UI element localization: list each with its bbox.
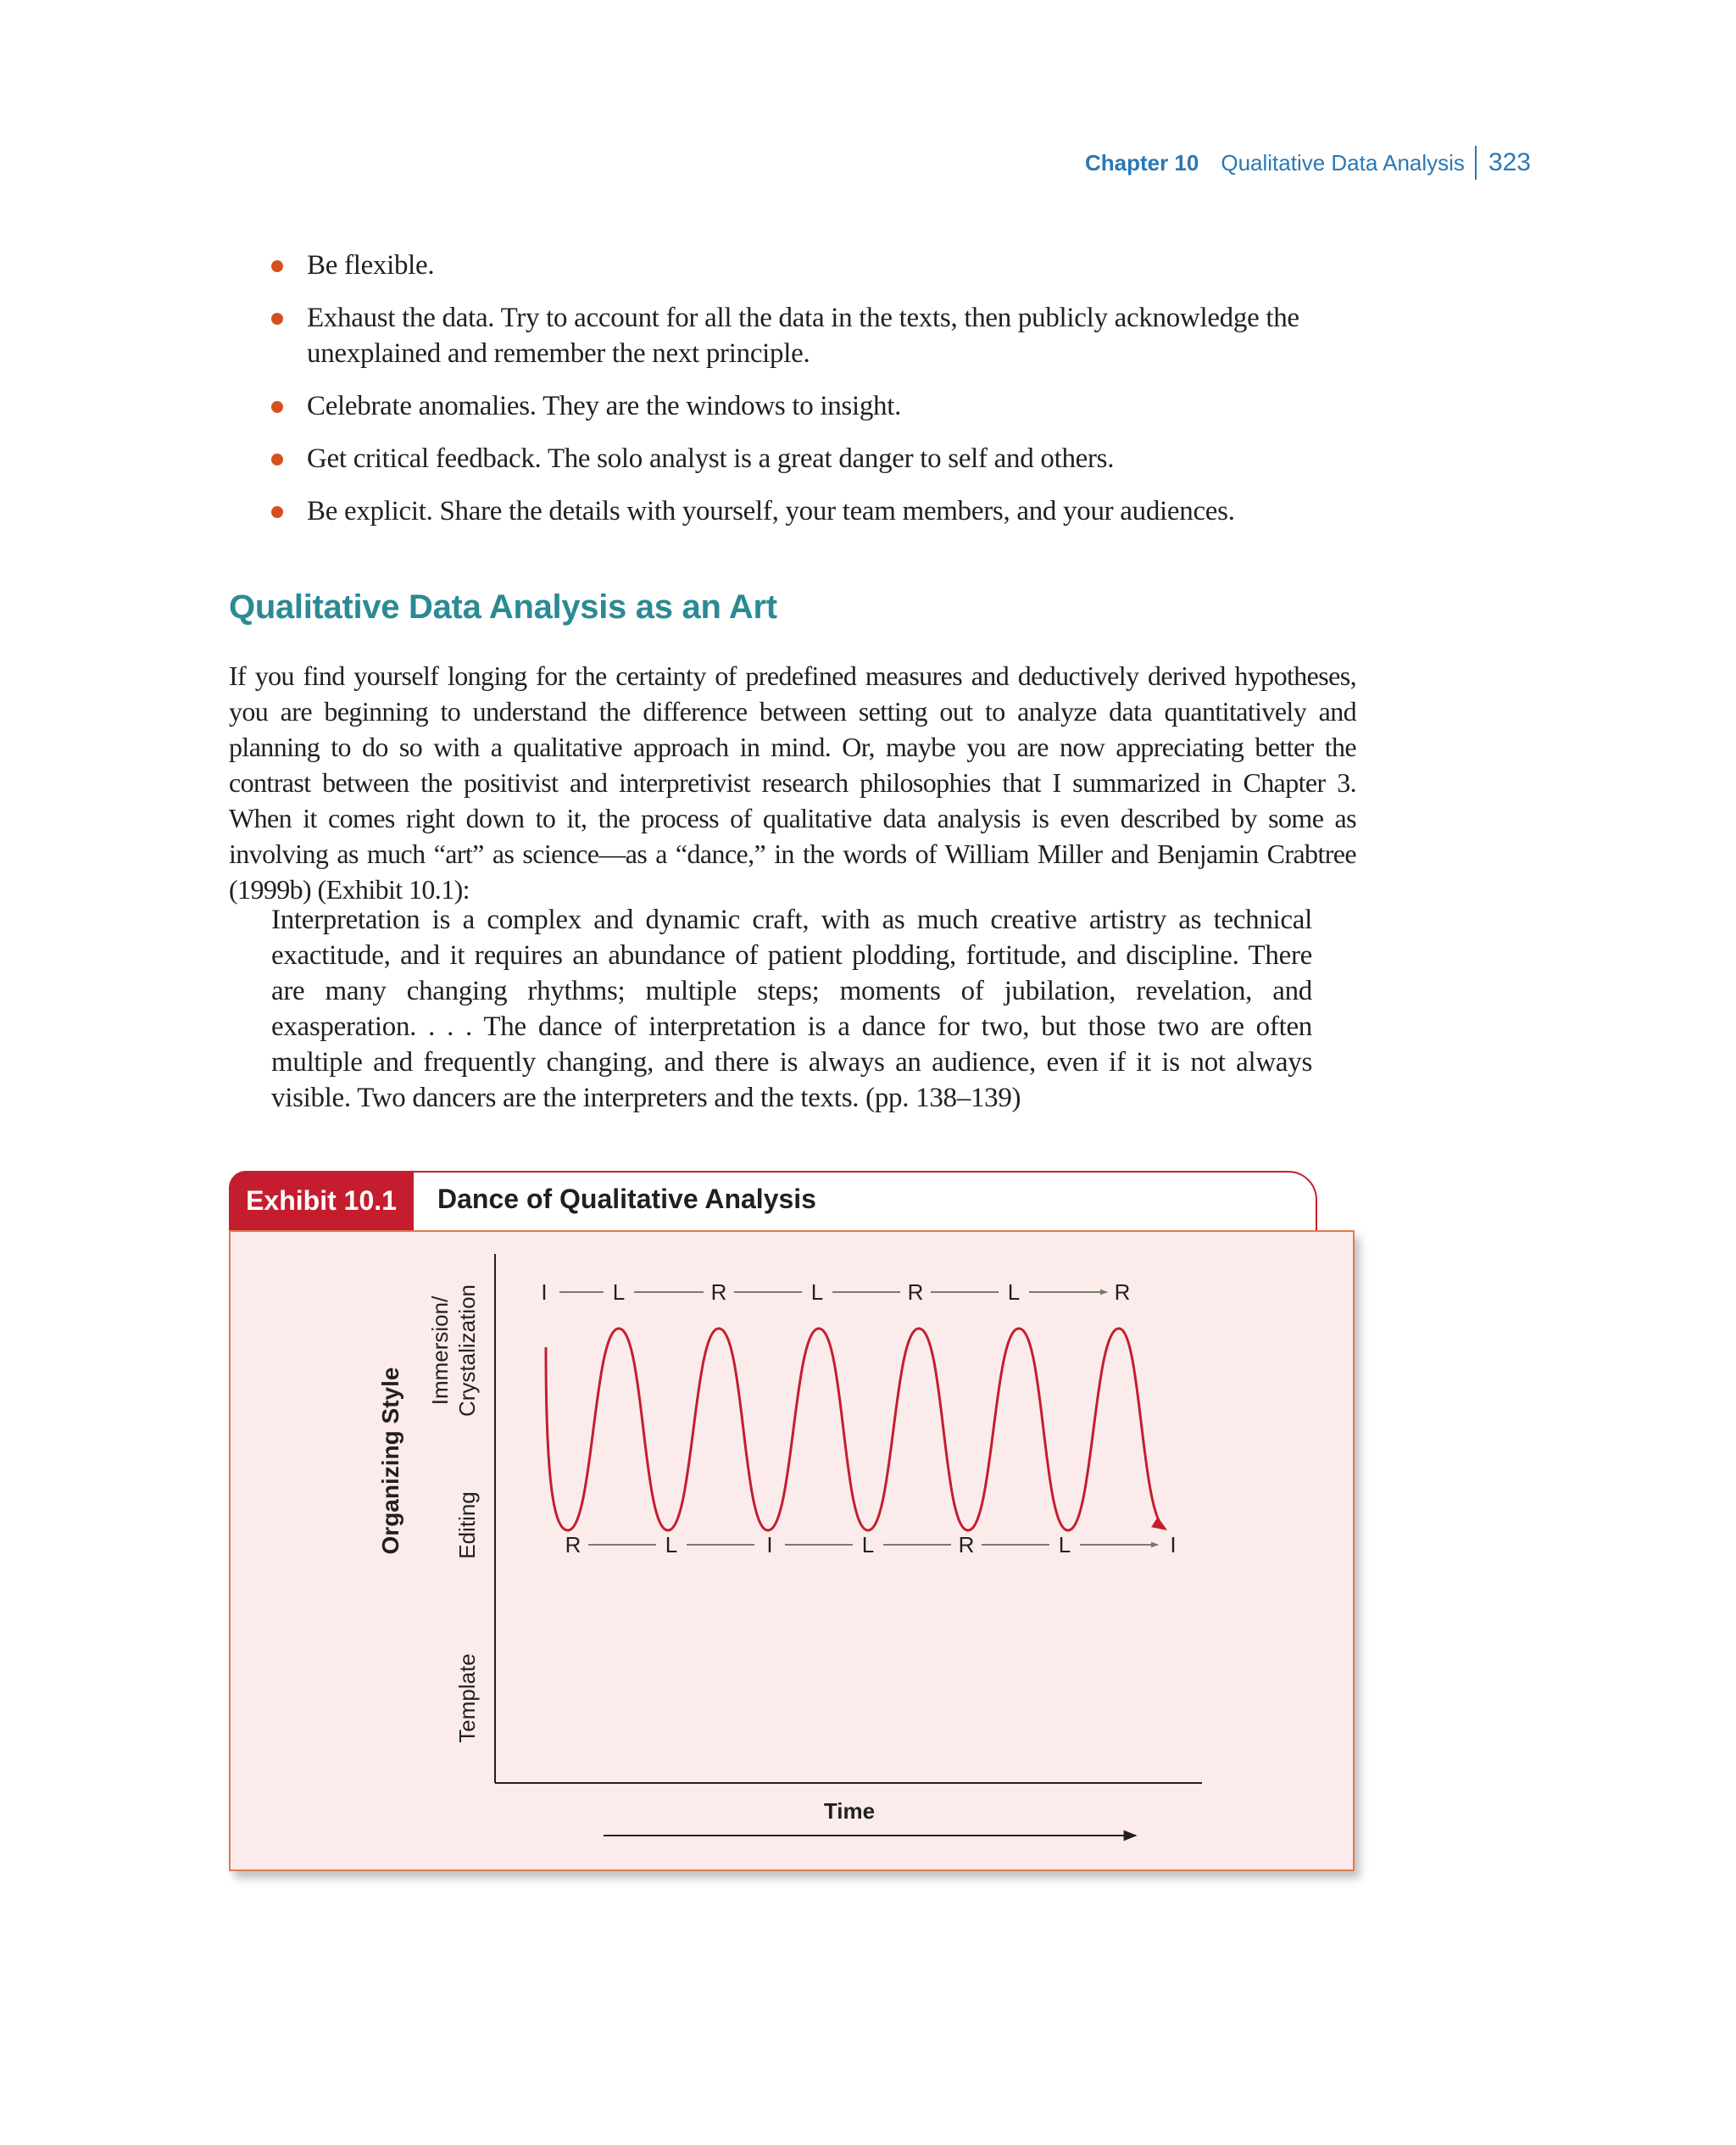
running-head <box>1085 146 1531 180</box>
principles-list <box>270 248 1363 546</box>
y-category-label: Editing <box>454 1491 480 1559</box>
bullet-icon <box>271 454 283 465</box>
exhibit-label: Exhibit 10.1 <box>229 1171 414 1230</box>
chapter-label: Chapter 10 <box>1084 149 1199 176</box>
list-item <box>270 248 1363 283</box>
bottom-sequence-letter: L <box>1058 1532 1071 1557</box>
bottom-sequence-letter: R <box>958 1532 975 1557</box>
section-heading: Qualitative Data Analysis as an Art <box>229 588 777 626</box>
top-sequence-letter: L <box>612 1279 626 1305</box>
top-sequence-letter: L <box>1007 1279 1021 1305</box>
bullet-icon <box>271 506 283 518</box>
list-item-text: Be explicit. Share the details with yourself, your team members, and your audiences. <box>307 496 1235 526</box>
list-item-text: Get critical feedback. The solo analyst is a great danger to self and others. <box>307 443 1115 474</box>
exhibit-figure <box>229 1230 1355 1871</box>
top-sequence-letter: R <box>907 1279 924 1305</box>
block-quote: Interpretation is a complex and dynamic craft, with as much creative artistry as technical exactitude, and it requires an abundance of patient plodding, fortitude, and discipline. There are many changing rhythms; multiple steps; moments of jubilation, revelation, and exasperation. . . . The dance of interpretation is a dance for two, but those two are often multiple and frequently changing, and there is always an audience, even if it is not always visible. Two dancers are the interpreters and the texts. (pp. 138–139) <box>271 905 1312 1113</box>
bullet-icon <box>271 401 283 413</box>
list-item-text: Celebrate anomalies. They are the windows to insight. <box>307 391 902 421</box>
y-axis-title: Organizing Style <box>377 1367 403 1555</box>
top-sequence-letter: R <box>710 1279 727 1305</box>
bullet-icon <box>271 260 283 272</box>
dance-diagram <box>231 1232 1353 1869</box>
top-sequence-letter: L <box>810 1279 824 1305</box>
bottom-sequence-letter: L <box>861 1532 875 1557</box>
list-item <box>270 441 1363 476</box>
list-item-text: Be flexible. <box>307 250 435 281</box>
top-sequence-letter: R <box>1114 1279 1131 1305</box>
chapter-title: Qualitative Data Analysis <box>1221 149 1465 176</box>
bottom-sequence-letter: I <box>1170 1532 1177 1557</box>
list-item <box>270 388 1363 424</box>
x-axis-title: Time <box>823 1798 876 1824</box>
exhibit-title: Dance of Qualitative Analysis <box>437 1184 816 1214</box>
top-sequence-letter: I <box>541 1279 548 1305</box>
y-category-label: Immersion/ <box>427 1295 453 1406</box>
bullet-icon <box>271 313 283 325</box>
bottom-sequence-letter: R <box>565 1532 581 1557</box>
bottom-sequence-letter: I <box>766 1532 773 1557</box>
y-category-label: Crystalization <box>454 1284 480 1418</box>
header-divider <box>1475 146 1477 180</box>
bottom-sequence-letter: L <box>665 1532 678 1557</box>
list-item-text: Exhaust the data. Try to account for all the data in the texts, then publicly acknowledge the unexplained and remember the next principle. <box>307 303 1299 369</box>
list-item <box>270 493 1363 529</box>
analysis-curve <box>546 1329 1165 1530</box>
y-category-label: Template <box>454 1653 480 1743</box>
list-item <box>270 300 1363 371</box>
body-paragraph: If you find yourself longing for the certainty of predefined measures and deductively derived hypotheses, you are beginning to understand the difference between setting out to analyze data quantitatively and planning to do so with a qualitative approach in mind. Or, maybe you are now appreciating better the contrast between the positivist and interpretivist research philosophies that I summarized in Chapter 3. When it comes right down to it, the process of qualitative data analysis is even described by some as involving as much “art” as science—as a “dance,” in the words of William Miller and Benjamin Crabtree (1999b) (Exhibit 10.1): <box>229 660 1356 905</box>
page-number: 323 <box>1488 148 1531 176</box>
